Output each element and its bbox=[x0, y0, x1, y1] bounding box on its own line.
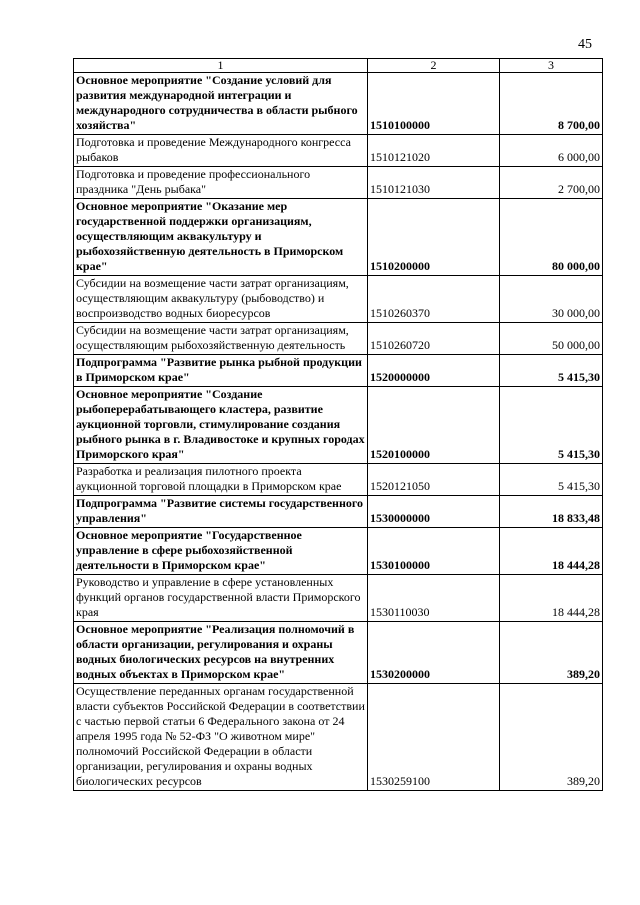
row-name: Руководство и управление в сфере установленных функций органов государственной власти Приморского края bbox=[74, 575, 368, 622]
table-row bbox=[74, 575, 603, 622]
row-amount: 18 833,48 bbox=[500, 496, 603, 528]
page-number: 45 bbox=[578, 37, 592, 52]
row-amount: 8 700,00 bbox=[500, 73, 603, 135]
row-code: 1510100000 bbox=[368, 73, 500, 135]
row-amount: 389,20 bbox=[500, 684, 603, 791]
column-header-1: 1 bbox=[74, 59, 368, 73]
row-name: Подпрограмма "Развитие системы государственного управления" bbox=[74, 496, 368, 528]
table-row bbox=[74, 464, 603, 496]
row-amount: 5 415,30 bbox=[500, 387, 603, 464]
column-header-3: 3 bbox=[500, 59, 603, 73]
row-code: 1530100000 bbox=[368, 528, 500, 575]
budget-table bbox=[73, 58, 603, 791]
row-code: 1510200000 bbox=[368, 199, 500, 276]
row-amount: 80 000,00 bbox=[500, 199, 603, 276]
row-name: Субсидии на возмещение части затрат организациям, осуществляющим рыбохозяйственную деятельность bbox=[74, 323, 368, 355]
row-code: 1520121050 bbox=[368, 464, 500, 496]
table-row bbox=[74, 622, 603, 684]
row-name: Подготовка и проведение Международного конгресса рыбаков bbox=[74, 135, 368, 167]
row-name: Основное мероприятие "Государственное управление в сфере рыбохозяйственной деятельности в Приморском крае" bbox=[74, 528, 368, 575]
row-code: 1530110030 bbox=[368, 575, 500, 622]
row-code: 1510121030 bbox=[368, 167, 500, 199]
table-row bbox=[74, 167, 603, 199]
table-row bbox=[74, 684, 603, 791]
row-name: Основное мероприятие "Создание рыбоперерабатывающего кластера, развитие аукционной торговли, стимулирование создания рыбного рынка в г. Владивостоке и крупных городах Приморского края" bbox=[74, 387, 368, 464]
table-row bbox=[74, 355, 603, 387]
row-code: 1520000000 bbox=[368, 355, 500, 387]
row-name: Осуществление переданных органам государственной власти субъектов Российской Федерации в соответствии с частью первой статьи 6 Федерального закона от 24 апреля 1995 года № 52-ФЗ "О животном мире" полномочий Российской Федерации в области организации, регулирования и охраны водных биологических ресурсов bbox=[74, 684, 368, 791]
row-code: 1510260720 bbox=[368, 323, 500, 355]
row-amount: 18 444,28 bbox=[500, 528, 603, 575]
table-row bbox=[74, 387, 603, 464]
row-code: 1510260370 bbox=[368, 276, 500, 323]
row-amount: 6 000,00 bbox=[500, 135, 603, 167]
table-header-row bbox=[74, 59, 603, 73]
row-name: Подпрограмма "Развитие рынка рыбной продукции в Приморском крае" bbox=[74, 355, 368, 387]
row-code: 1530259100 bbox=[368, 684, 500, 791]
row-amount: 30 000,00 bbox=[500, 276, 603, 323]
row-code: 1530000000 bbox=[368, 496, 500, 528]
table-row bbox=[74, 199, 603, 276]
table-row bbox=[74, 323, 603, 355]
table-row bbox=[74, 528, 603, 575]
row-name: Субсидии на возмещение части затрат организациям, осуществляющим аквакультуру (рыбоводство) и воспроизводство водных биоресурсов bbox=[74, 276, 368, 323]
row-name: Основное мероприятие "Реализация полномочий в области организации, регулирования и охраны водных биологических ресурсов на внутренних водных объектах в Приморском крае" bbox=[74, 622, 368, 684]
row-name: Подготовка и проведение профессионального праздника "День рыбака" bbox=[74, 167, 368, 199]
table-row bbox=[74, 276, 603, 323]
row-amount: 18 444,28 bbox=[500, 575, 603, 622]
row-amount: 5 415,30 bbox=[500, 355, 603, 387]
table-row bbox=[74, 73, 603, 135]
row-name: Разработка и реализация пилотного проекта аукционной торговой площадки в Приморском крае bbox=[74, 464, 368, 496]
row-amount: 389,20 bbox=[500, 622, 603, 684]
row-code: 1510121020 bbox=[368, 135, 500, 167]
row-code: 1520100000 bbox=[368, 387, 500, 464]
table-row bbox=[74, 496, 603, 528]
row-name: Основное мероприятие "Создание условий для развития международной интеграции и международного сотрудничества в области рыбного хозяйства" bbox=[74, 73, 368, 135]
row-code: 1530200000 bbox=[368, 622, 500, 684]
row-amount: 5 415,30 bbox=[500, 464, 603, 496]
row-amount: 50 000,00 bbox=[500, 323, 603, 355]
row-name: Основное мероприятие "Оказание мер государственной поддержки организациям, осуществляющим аквакультуру и рыбохозяйственную деятельность в Приморском крае" bbox=[74, 199, 368, 276]
row-amount: 2 700,00 bbox=[500, 167, 603, 199]
column-header-2: 2 bbox=[368, 59, 500, 73]
table-row bbox=[74, 135, 603, 167]
